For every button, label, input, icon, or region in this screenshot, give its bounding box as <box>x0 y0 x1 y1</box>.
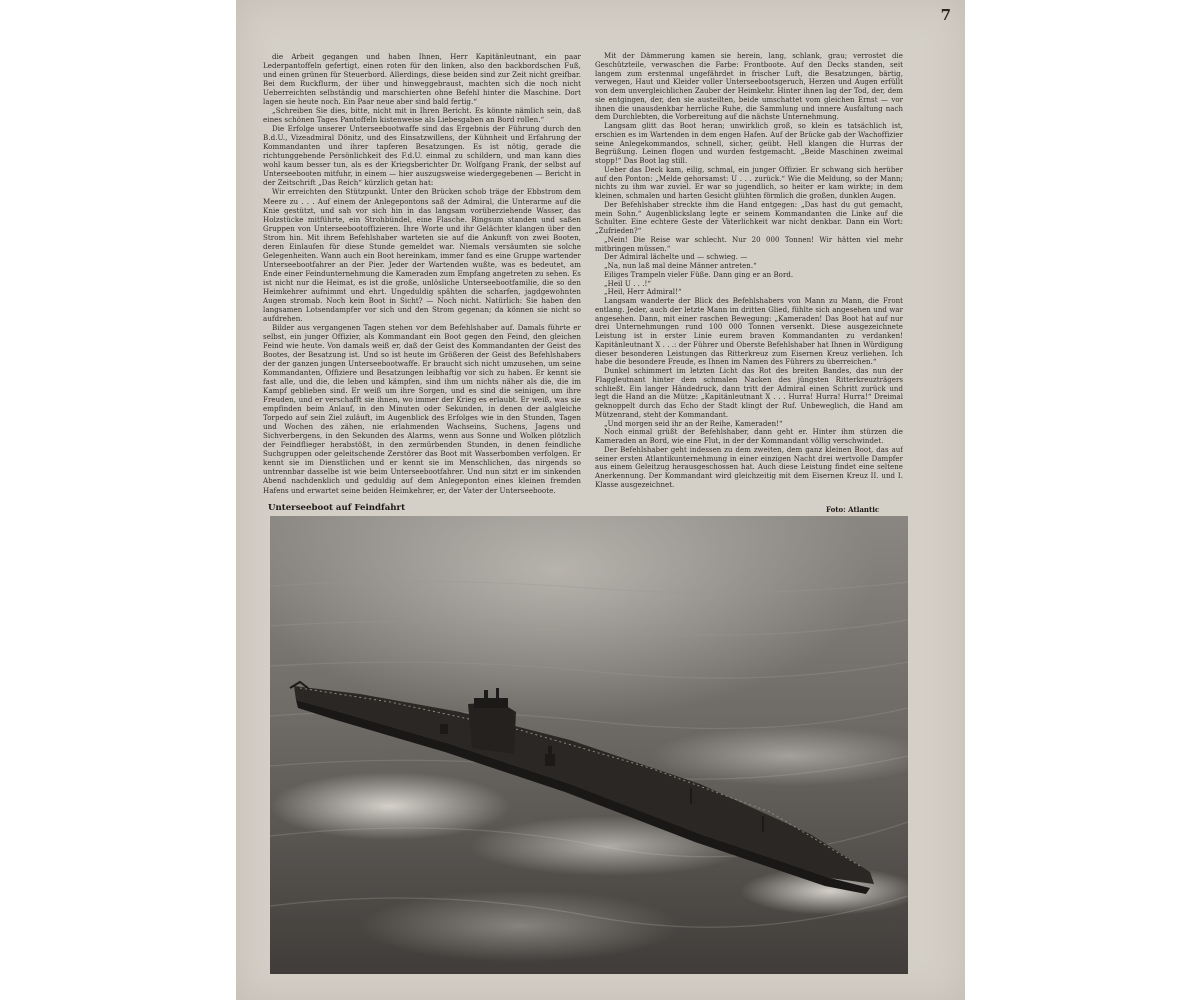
page-number: 7 <box>940 6 951 24</box>
paragraph: „Und morgen seid ihr an der Reihe, Kameraden!“ <box>604 419 783 428</box>
paragraph: Langsam wanderte der Blick des Befehlshabers von Mann zu Mann, die Front entlang. Jeder, auch der letzte Mann im dritten Glied, fühlte sich angesehen und war angesehen. Dann, mit einer raschen Bewegung: „Kameraden! Das Boot hat auf nur drei Unternehmungen rund 100 000 Tonnen versenkt. Diese ausgezeichnete Leistung ist in erster Linie eurem braven Kommandanten zu verdanken! Kapitänleutnant X . . .: der Führer und Oberste Befehlshaber hat Ihnen in Würdigung dieser besonderen Leistungen das Ritterkreuz zum Eisernen Kreuz verliehen. Ich habe die besondere Freude, es Ihnen im Namen des Führers zu überreichen.“ <box>595 297 903 367</box>
paragraph: Bilder aus vergangenen Tagen stehen vor dem Befehlshaber auf. Damals führte er selbst, ein junger Offizier, als Kommandant ein Boot gegen den Feind, den gleichen Feind wie heute. Von damals weiß er, daß der Geist des Kommandanten der Geist des Bootes, der Besatzung ist. Und so ist heute im Größeren der Geist des Befehlshabers der der ganzen jungen Unterseebootwaffe. Er braucht sich nicht umzusehen, um seine Kommandanten, Offiziere und Besatzungen leibhaftig vor sich zu haben. Er kennt sie fast alle, und die, die leben und kämpfen, sind ihm um nichts näher als die, die im Kampf geblieben sind. Er weiß um ihre Sorgen, und es sind die seinigen, um ihre Freuden, und er verschafft sie ihnen, wo immer der Krieg es erlaubt. Er weiß, was sie empfinden beim Anlauf, in den Minuten oder Sekunden, in denen der aalgleiche Torpedo auf sein Ziel zuläuft, im Augenblick des Erfolges wie in den Stunden, Tagen und Wochen des zähen, nie erlahmenden Wachseins, Suchens, Jagens und Sichverbergens, in den Sekunden des Alarms, wenn aus Sonne und Wolken plötzlich der Feindflieger herabstößt, in den zermürbenden Stunden, in denen feindliche Suchgruppen oder geleitschende Zerstörer das Boot mit Wasserbomben verfolgen. Er kennt sie im Dienstlichen und er kennt sie im Menschlichen, das nirgends so untrennbar dasselbe ist wie beim Unterseebootfahrer. Und nun sitzt er im sinkenden Abend nachdenklich und geduldig auf dem Anlegeponton eines kleinen fremden Hafens und erwartet seine beiden Heimkehrer, er, der Vater der Unterseeboote. <box>263 322 581 495</box>
paragraph: Eiliges Trampeln vieler Füße. Dann ging er an Bord. <box>604 270 794 279</box>
paragraph: Ueber das Deck kam, eilig, schmal, ein junger Offizier. Er schwang sich herüber auf den Ponton: „Melde gehorsamst: U . . . zurück.“ Wie die Meldung, so der Mann; nichts zu ihm war zuviel. Er war so jugendlich, so heiter er kam wirkte; in dem kleinen, schmalen und harten Gesicht glühten förmlich die großen, dunklen Augen. <box>595 165 903 200</box>
photo-credit: Foto: Atlantic <box>826 505 880 514</box>
paragraph: „Heil, Herr Admiral!“ <box>604 288 682 297</box>
magazine-page <box>236 0 965 1000</box>
paragraph: Die Erfolge unserer Unterseebootwaffe sind das Ergebnis der Führung durch den B.d.U., Vizeadmiral Dönitz, und des Einsatzwillens, der Kühnheit und Erfahrung der Kommandanten und ihrer tapferen Besatzungen. Es ist nötig, gerade die richtunggebende Persönlichkeit des F.d.U. einmal zu schildern, und man kann dies wohl kaum besser tun, als es der Kriegsberichter Dr. Wolfgang Frank, der selbst auf Unterseebooten mitfuhr, in einem — hier auszugsweise wiedergegebenen — Bericht in der Zeitschrift „Das Reich“ kürzlich getan hat: <box>263 124 581 188</box>
paragraph: „Nein! Die Reise war schlecht. Nur 20 000 Tonnen! Wir hätten viel mehr mitbringen müssen.“ <box>595 235 903 253</box>
paragraph: Der Admiral lächelte und — schwieg. — <box>604 253 748 262</box>
paragraph: Wir erreichten den Stützpunkt. Unter den Brücken schob träge der Ebbstrom dem Meere zu . . . Auf einem der Anlegepontons saß der Admiral, die Unterarme auf die Knie gestützt, und sah vor sich hin in das langsam vorüberziehende Wasser, das Holzstücke mitführte, ein Strohbündel, eine Flasche. Ringsum standen und saßen Gruppen von Unterseebootoffizieren. Ihre Worte und ihr Gelächter klangen über den Strom hin. Mit ihrem Befehlshaber warteten sie auf die Ankunft von zwei Booten, deren Einlaufen für diese Stunde gemeldet war. Niemals versäumten sie solche Gelegenheiten. Wann auch ein Boot hereinkam, immer fand es eine Gruppe wartender Unterseebootfahrer an der Pier. Jeder der Wartenden wußte, was es bedeutet, am Ende einer Feindunternehmung die Kameraden zum Empfang angetreten zu sehen. Es ist nicht nur die Heimat, es ist die große, unlösliche Unterseebootfamilie, die so den Heimkehrer aufnimmt und ehrt. Ungeduldig spähten die scharfen, jagdgewohnten Augen stromab. Noch kein Boot in Sicht? — Noch nicht. Natürlich: Sie haben den langsamen Lotsendampfer vor sich und den Strom gegenan; da können sie nicht so aufdrehen. <box>263 187 581 323</box>
left-text-column <box>263 52 581 498</box>
paragraph: Der Befehlshaber geht indessen zu dem zweiten, dem ganz kleinen Boot, das auf seiner ersten Atlantikunternehmung in einer einzigen Nacht drei wertvolle Dampfer aus einem Geleitzug herausgeschossen hat. Auch diese Leistung findet eine seltene Anerkennung. Der Kommandant wird gleichzeitig mit dem Eisernen Kreuz II. und I. Klasse ausgezeichnet. <box>595 445 903 489</box>
paragraph: „Na, nun laß mal deine Männer antreten.“ <box>604 262 757 270</box>
paragraph: Noch einmal grüßt der Befehlshaber, dann geht er. Hinter ihm stürzen die Kameraden an Bord, wie eine Flut, in der der Kommandant völlig verschwindet. <box>595 428 903 445</box>
paragraph: „Heil U . . .!“ <box>604 279 651 288</box>
paragraph: Langsam glitt das Boot heran; unwirklich groß, so klein es tatsächlich ist, erschien es im Wartenden in dem engen Hafen. Auf der Brücke gab der Wachoffizier seine Anlegekommandos, schnell, sicher, geübt. Hell klangen die Hurras der Begrüßung. Leinen flogen und wurden festgemacht. „Beide Maschinen zweimal stopp!“ Das Boot lag still. <box>595 122 903 165</box>
submarine-photo-illustration <box>270 516 908 974</box>
right-text-column <box>595 52 903 492</box>
paragraph: „Schreiben Sie dies, bitte, nicht mit in Ihren Bericht. Es könnte nämlich sein, daß eines schönen Tages Pantoffeln kistenweise als Liebesgaben an Bord rollen.“ <box>263 106 581 125</box>
paragraph: Der Befehlshaber streckte ihm die Hand entgegen: „Das hast du gut gemacht, mein Sohn.“ Augenblickslang legte er seinem Kommandanten die Linke auf die Schulter. Eine echtere Geste der Väterlichkeit war nicht denkbar. Dann ein Wort: „Zufrieden?“ <box>595 200 903 235</box>
paragraph: Mit der Dämmerung kamen sie herein, lang, schlank, grau; verrostet die Geschützteile, verwaschen die Farbe: Frontboote. Auf den Decks standen, seit langem zum erstenmal ungefährdet in frischer Luft, die Besatzungen, bärtig, verwegen, Haut und Kleider voller Unterseebootsgeruch, Herzen und Augen erfüllt von dem unvergleichlichen Zauber der Heimkehr. Hinter ihnen lag der Tod, der, dem sie entgingen, der, den sie austeilten, beide umschattet vom gleichen Ernst — vor ihnen die unausdenkbar herrliche Ruhe, die Sammlung und innere Ausfaltung nach dem Durchlebten, die Vorbereitung auf die nächste Unternehmung. <box>595 52 903 122</box>
paragraph: Dunkel schimmert im letzten Licht das Rot des breiten Bandes, das nun der Flaggleutnant hinter dem schmalen Nacken des jüngsten Ritterkreuzträgers schließt. Ein langer Händedruck, dann tritt der Admiral einen Schritt zurück und legt die Hand an die Mütze: „Kapitänleutnant X . . . Hurra! Hurra! Hurra!“ Dreimal geknoppelt durch das Echo der Stadt klingt der Ruf. Unbeweglich, die Hand am Mützenrand, steht der Kommandant. <box>595 367 903 419</box>
photo-caption: Unterseeboot auf Feindfahrt <box>268 503 406 513</box>
paragraph: die Arbeit gegangen und haben Ihnen, Herr Kapitänleutnant, ein paar Lederpantoffeln gefertigt, einen roten für den linken, also den backbordschen Fuß, und einen grünen für Steuerbord. Allerdings, diese beiden sind zur Zeit nicht greifbar. Bei dem Ruckflurm, der über und hinweggebraust, machten sich die noch nicht Ueberreichten selbständig und marschierten ohne Befehl hinter die Maschine. Dort lagen sie heute noch. Ein Paar neue aber sind bald fertig.“ <box>263 52 581 107</box>
submarine-photo <box>270 516 908 974</box>
